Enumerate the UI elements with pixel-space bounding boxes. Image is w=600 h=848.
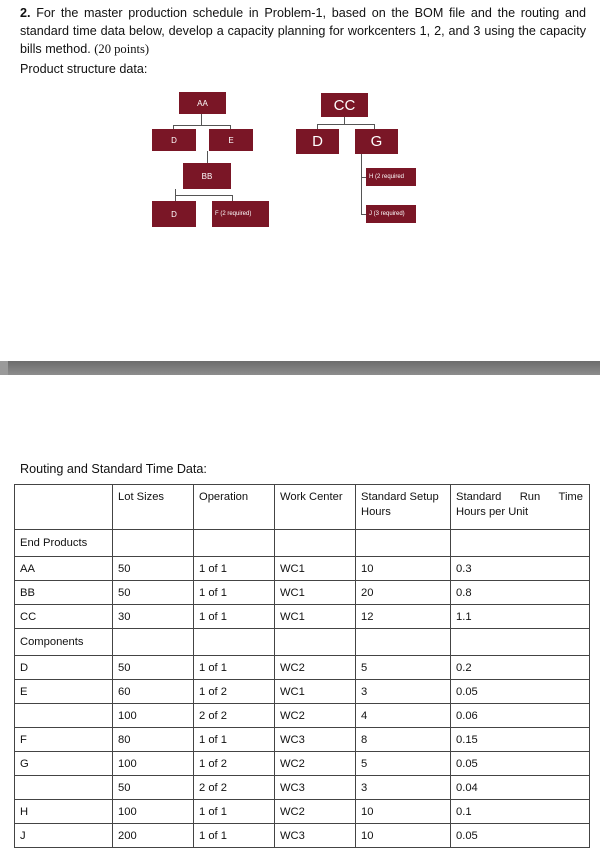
cell-lot: 50 <box>113 656 194 680</box>
header-item <box>15 485 113 530</box>
bom-node-bb: BB <box>183 163 231 189</box>
cell-item: End Products <box>15 530 113 557</box>
cell-lot: 100 <box>113 800 194 824</box>
cell-op: 2 of 2 <box>194 704 275 728</box>
cell-lot <box>113 629 194 656</box>
cell-run: 1.1 <box>451 605 590 629</box>
table-row <box>15 656 590 680</box>
table-row <box>15 629 590 656</box>
question-number: 2. <box>20 6 31 20</box>
cell-item <box>15 704 113 728</box>
cell-run <box>451 629 590 656</box>
cell-item: H <box>15 800 113 824</box>
cell-run: 0.04 <box>451 776 590 800</box>
cell-op: 1 of 1 <box>194 824 275 848</box>
table-row <box>15 680 590 704</box>
header-lot-sizes: Lot Sizes <box>113 485 194 530</box>
cell-setup: 3 <box>356 680 451 704</box>
cell-item: AA <box>15 557 113 581</box>
header-operation: Operation <box>194 485 275 530</box>
table-row <box>15 728 590 752</box>
cell-run: 0.2 <box>451 656 590 680</box>
bom-node-aa: AA <box>179 92 226 114</box>
cell-lot: 60 <box>113 680 194 704</box>
cell-lot: 50 <box>113 776 194 800</box>
cell-setup <box>356 530 451 557</box>
cell-run: 0.05 <box>451 680 590 704</box>
cell-wc: WC1 <box>275 680 356 704</box>
cell-wc <box>275 629 356 656</box>
question-text: For the master production schedule in Problem-1, based on the BOM file and the routing and standard time data below, develop a capacity planning for workcenters 1, 2, and 3 using the capacity bills method. <box>20 6 587 56</box>
cell-op: 2 of 2 <box>194 776 275 800</box>
cell-wc: WC1 <box>275 605 356 629</box>
bom-node-f: F (2 required) <box>212 201 269 227</box>
cell-run: 0.1 <box>451 800 590 824</box>
cell-setup: 8 <box>356 728 451 752</box>
cell-run: 0.8 <box>451 581 590 605</box>
cell-item: G <box>15 752 113 776</box>
bom-node-h: H (2 required <box>366 168 416 186</box>
cell-run: 0.15 <box>451 728 590 752</box>
cell-setup: 20 <box>356 581 451 605</box>
header-setup-hours: Standard Setup Hours <box>356 485 451 530</box>
cell-item: CC <box>15 605 113 629</box>
page-divider-band-edge <box>0 361 8 375</box>
cell-setup: 10 <box>356 557 451 581</box>
cell-lot <box>113 530 194 557</box>
bom-node-cc: CC <box>321 93 368 117</box>
cell-wc: WC3 <box>275 776 356 800</box>
table-row <box>15 530 590 557</box>
cell-lot: 80 <box>113 728 194 752</box>
cell-wc <box>275 530 356 557</box>
cell-wc: WC3 <box>275 824 356 848</box>
cell-item: E <box>15 680 113 704</box>
table-row <box>15 704 590 728</box>
cell-op: 1 of 1 <box>194 656 275 680</box>
header-work-center: Work Center <box>275 485 356 530</box>
cell-op <box>194 629 275 656</box>
cell-item: D <box>15 656 113 680</box>
cell-run: 0.05 <box>451 824 590 848</box>
cell-op: 1 of 2 <box>194 680 275 704</box>
cell-lot: 100 <box>113 752 194 776</box>
header-run-time: Standard Run Time Hours per Unit <box>451 485 590 530</box>
cell-run <box>451 530 590 557</box>
cell-wc: WC1 <box>275 557 356 581</box>
cell-op <box>194 530 275 557</box>
table-row <box>15 800 590 824</box>
cell-wc: WC2 <box>275 752 356 776</box>
table-row <box>15 605 590 629</box>
bom-node-g: G <box>355 129 398 154</box>
cell-wc: WC2 <box>275 800 356 824</box>
cell-wc: WC3 <box>275 728 356 752</box>
cell-item <box>15 776 113 800</box>
cell-wc: WC2 <box>275 704 356 728</box>
cell-setup: 4 <box>356 704 451 728</box>
bom-node-d-under-bb: D <box>152 201 196 227</box>
cell-run: 0.06 <box>451 704 590 728</box>
cell-op: 1 of 1 <box>194 557 275 581</box>
cell-wc: WC2 <box>275 656 356 680</box>
cell-setup: 10 <box>356 800 451 824</box>
cell-item: F <box>15 728 113 752</box>
cell-op: 1 of 2 <box>194 752 275 776</box>
cell-op: 1 of 1 <box>194 581 275 605</box>
cell-setup: 3 <box>356 776 451 800</box>
cell-lot: 200 <box>113 824 194 848</box>
cell-op: 1 of 1 <box>194 605 275 629</box>
question-points: (20 points) <box>94 42 150 56</box>
bom-node-e: E <box>209 129 253 151</box>
cell-run: 0.05 <box>451 752 590 776</box>
product-structure-label: Product structure data: <box>20 62 148 76</box>
bom-node-d: D <box>152 129 196 151</box>
cell-op: 1 of 1 <box>194 728 275 752</box>
cell-setup: 10 <box>356 824 451 848</box>
cell-setup <box>356 629 451 656</box>
cell-setup: 12 <box>356 605 451 629</box>
cell-item: BB <box>15 581 113 605</box>
cell-wc: WC1 <box>275 581 356 605</box>
cell-lot: 50 <box>113 581 194 605</box>
bom-node-d-cc: D <box>296 129 339 154</box>
page-divider-band <box>0 361 600 375</box>
cell-item: Components <box>15 629 113 656</box>
cell-setup: 5 <box>356 752 451 776</box>
table-row <box>15 776 590 800</box>
table-header-row <box>15 485 590 530</box>
table-row <box>15 581 590 605</box>
bom-node-j: J (3 required) <box>366 205 416 223</box>
cell-op: 1 of 1 <box>194 800 275 824</box>
cell-lot: 50 <box>113 557 194 581</box>
cell-lot: 30 <box>113 605 194 629</box>
cell-lot: 100 <box>113 704 194 728</box>
table-row <box>15 752 590 776</box>
table-row <box>15 557 590 581</box>
question-paragraph <box>20 4 586 58</box>
routing-title: Routing and Standard Time Data: <box>20 462 207 476</box>
cell-setup: 5 <box>356 656 451 680</box>
cell-item: J <box>15 824 113 848</box>
cell-run: 0.3 <box>451 557 590 581</box>
routing-table <box>14 484 590 848</box>
